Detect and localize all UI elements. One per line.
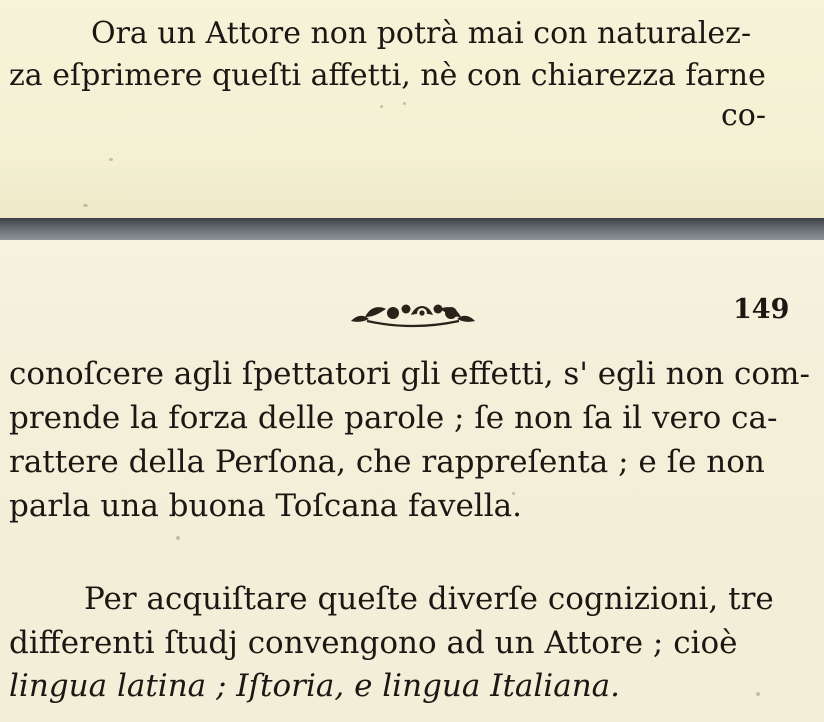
- ornament-garland: [367, 321, 459, 326]
- body-text-line-5: Per acquiſtare queſte diverſe cognizioni, tre: [84, 581, 774, 617]
- paper-speck: [380, 105, 383, 108]
- body-text-line-6: differenti ſtudj convengono ad un Attore ; cioè: [9, 625, 738, 661]
- body-text-line-4: parla una buona Toſcana favella.: [9, 488, 522, 524]
- top-text-line-2: za eſprimere queſti affetti, nè con chiarezza farne: [9, 58, 766, 93]
- ornament-icon: [347, 297, 479, 331]
- paper-speck: [756, 692, 760, 696]
- page-number: 149: [733, 294, 790, 325]
- ornament-center-dot: [419, 310, 424, 315]
- body-text-line-2: prende la forza delle parole ; ſe non ſa il vero ca-: [9, 400, 778, 436]
- page-divider: [0, 218, 824, 240]
- top-text-line-3: co-: [721, 98, 766, 133]
- paper-speck: [83, 204, 88, 207]
- ornament-leaf-left-upper: [365, 307, 386, 317]
- body-text-line-3: rattere della Perſona, che rappreſenta ; e ſe non: [9, 444, 765, 480]
- paper-speck: [403, 102, 406, 105]
- body-text-line-1: conoſcere agli ſpettatori gli effetti, s' egli non com-: [9, 356, 810, 392]
- paper-speck: [176, 536, 180, 540]
- body-text-line-7: lingua latina ; Iſtoria, e lingua Italiana.: [9, 668, 621, 704]
- ornament-bud-left: [402, 305, 411, 314]
- ornament-rosette-left: [387, 307, 399, 319]
- paper-speck: [109, 158, 113, 161]
- top-text-line-1: Ora un Attore non potrà mai con naturalez-: [91, 16, 752, 51]
